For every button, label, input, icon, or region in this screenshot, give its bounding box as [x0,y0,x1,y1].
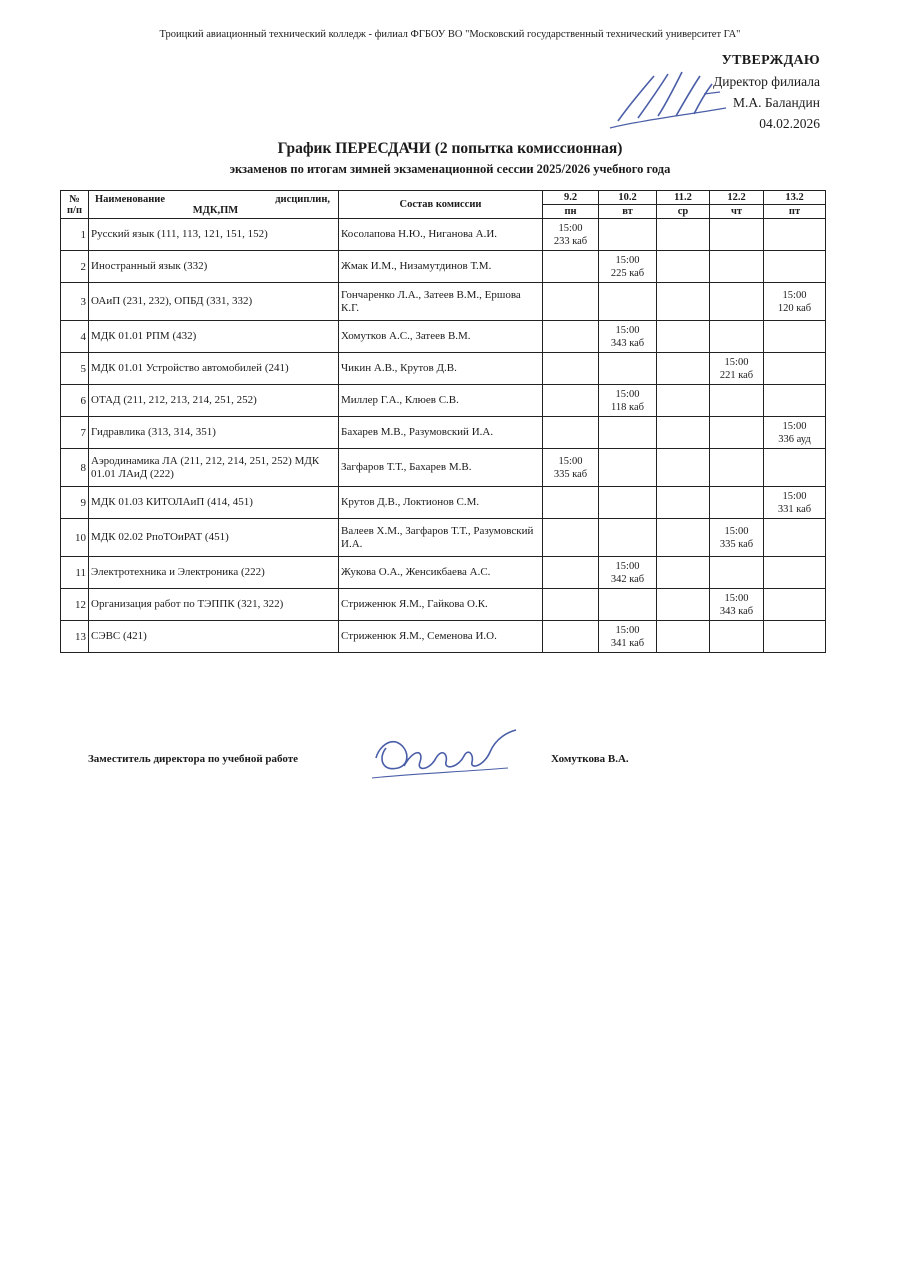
exam-slot-cell [599,589,657,621]
row-number: 1 [61,219,89,251]
discipline-cell: ОТАД (211, 212, 213, 214, 251, 252) [89,385,339,417]
exam-room: 335 каб [553,468,588,480]
exam-slot-cell [764,621,826,653]
commission-cell: Стриженюк Я.М., Гайкова О.К. [339,589,543,621]
exam-slot-cell [657,557,710,589]
exam-schedule-table [60,190,826,653]
header-number: № п/п [61,191,89,219]
exam-slot-cell [543,321,599,353]
commission-cell: Стриженюк Я.М., Семенова И.О. [339,621,543,653]
header-discipline: Наименование дисциплин, МДК,ПМ [89,191,339,219]
document-subtitle: экзаменов по итогам зимней экзаменационной сессии 2025/2026 учебного года [229,162,671,176]
footer-name: Хомуткова В.А. [551,753,629,765]
exam-room: 331 каб [777,503,812,515]
exam-time: 15:00 [782,420,807,432]
exam-slot-cell [710,385,764,417]
exam-slot-cell [599,487,657,519]
footer-position: Заместитель директора по учебной работе [88,753,299,765]
exam-room: 336 ауд [778,433,811,445]
exam-slot-cell [657,589,710,621]
exam-slot-cell [543,449,599,487]
exam-slot-cell [710,353,764,385]
table-row [61,251,826,283]
exam-slot-cell [599,321,657,353]
exam-slot-cell [599,519,657,557]
exam-slot-cell [764,353,826,385]
exam-time: 15:00 [615,324,640,336]
discipline-cell: СЭВС (421) [89,621,339,653]
exam-room: 120 каб [777,302,812,314]
table-row [61,353,826,385]
discipline-cell: МДК 01.03 КИТОЛАиП (414, 451) [89,487,339,519]
commission-cell: Миллер Г.А., Клюев С.В. [339,385,543,417]
exam-slot-cell [657,353,710,385]
row-number: 2 [61,251,89,283]
exam-room: 341 каб [610,637,645,649]
table-row [61,557,826,589]
header-commission: Состав комиссии [339,191,543,219]
header-date: 10.2 [599,191,657,205]
table-row [61,449,826,487]
exam-slot-cell [710,219,764,251]
exam-slot-cell [599,385,657,417]
exam-slot-cell [764,449,826,487]
table-row [61,519,826,557]
exam-slot-cell [764,283,826,321]
exam-slot-cell [710,557,764,589]
exam-slot-cell [657,519,710,557]
discipline-cell: ОАиП (231, 232), ОПБД (331, 332) [89,283,339,321]
exam-slot-cell [543,519,599,557]
table-row [61,417,826,449]
commission-cell: Бахарев М.В., Разумовский И.А. [339,417,543,449]
commission-cell: Крутов Д.В., Локтионов С.М. [339,487,543,519]
row-number: 10 [61,519,89,557]
discipline-cell: Гидравлика (313, 314, 351) [89,417,339,449]
exam-slot-cell [657,385,710,417]
table-row [61,621,826,653]
commission-cell: Валеев Х.М., Загфаров Т.Т., Разумовский И.А. [339,519,543,557]
exam-slot-cell [657,321,710,353]
exam-slot-cell [543,417,599,449]
exam-slot-cell [764,589,826,621]
exam-time: 15:00 [724,592,749,604]
row-number: 7 [61,417,89,449]
row-number: 8 [61,449,89,487]
exam-slot-cell [543,283,599,321]
header-date: 9.2 [543,191,599,205]
exam-time: 15:00 [615,560,640,572]
exam-slot-cell [710,589,764,621]
exam-slot-cell [543,487,599,519]
exam-slot-cell [543,353,599,385]
table-row [61,321,826,353]
exam-time: 15:00 [558,455,583,467]
exam-slot-cell [543,219,599,251]
exam-room: 343 каб [719,605,754,617]
commission-cell: Хомутков А.С., Затеев В.М. [339,321,543,353]
exam-time: 15:00 [615,624,640,636]
header-weekday: вт [599,205,657,219]
exam-slot-cell [657,283,710,321]
row-number: 11 [61,557,89,589]
college-header: Троицкий авиационный технический колледж - филиал ФГБОУ ВО "Московский государственный технический университет ГА" [159,29,741,40]
exam-slot-cell [710,449,764,487]
exam-slot-cell [764,219,826,251]
commission-cell: Жукова О.А., Женсикбаева А.С. [339,557,543,589]
row-number: 6 [61,385,89,417]
exam-slot-cell [710,621,764,653]
exam-slot-cell [657,487,710,519]
exam-slot-cell [764,251,826,283]
exam-slot-cell [543,557,599,589]
exam-time: 15:00 [615,388,640,400]
table-row [61,385,826,417]
exam-slot-cell [599,283,657,321]
exam-slot-cell [543,621,599,653]
exam-slot-cell [599,219,657,251]
exam-room: 233 каб [553,235,588,247]
exam-room: 342 каб [610,573,645,585]
row-number: 4 [61,321,89,353]
approval-position: Директор филиала [713,74,820,89]
table-row [61,283,826,321]
header-date: 13.2 [764,191,826,205]
row-number: 3 [61,283,89,321]
discipline-cell: Организация работ по ТЭППК (321, 322) [89,589,339,621]
discipline-cell: Электротехника и Электроника (222) [89,557,339,589]
exam-time: 15:00 [724,356,749,368]
exam-slot-cell [657,449,710,487]
exam-slot-cell [764,519,826,557]
discipline-cell: Иностранный язык (332) [89,251,339,283]
exam-time: 15:00 [558,222,583,234]
exam-slot-cell [710,487,764,519]
discipline-cell: МДК 01.01 РПМ (432) [89,321,339,353]
header-weekday: пн [543,205,599,219]
exam-slot-cell [599,417,657,449]
exam-time: 15:00 [724,525,749,537]
exam-slot-cell [543,589,599,621]
discipline-cell: МДК 02.02 РпоТОиРАТ (451) [89,519,339,557]
table-row [61,589,826,621]
header-weekday: пт [764,205,826,219]
header-date: 11.2 [657,191,710,205]
exam-slot-cell [543,251,599,283]
exam-slot-cell [599,449,657,487]
discipline-cell: МДК 01.01 Устройство автомобилей (241) [89,353,339,385]
discipline-cell: Русский язык (111, 113, 121, 151, 152) [89,219,339,251]
document-title: График ПЕРЕСДАЧИ (2 попытка комиссионная) [277,140,623,157]
exam-room: 225 каб [610,267,645,279]
exam-slot-cell [710,251,764,283]
header-date: 12.2 [710,191,764,205]
exam-slot-cell [710,519,764,557]
commission-cell: Загфаров Т.Т., Бахарев М.В. [339,449,543,487]
row-number: 5 [61,353,89,385]
header-weekday: чт [710,205,764,219]
approval-title: УТВЕРЖДАЮ [721,53,820,68]
approval-date: 04.02.2026 [759,116,820,131]
exam-room: 118 каб [611,401,644,413]
exam-slot-cell [599,251,657,283]
exam-time: 15:00 [782,490,807,502]
exam-slot-cell [657,417,710,449]
exam-room: 335 каб [719,538,754,550]
commission-cell: Жмак И.М., Низамутдинов Т.М. [339,251,543,283]
exam-time: 15:00 [615,254,640,266]
exam-slot-cell [764,385,826,417]
deputy-signature [368,728,528,788]
exam-slot-cell [764,417,826,449]
exam-slot-cell [710,417,764,449]
table-row [61,487,826,519]
exam-slot-cell [657,251,710,283]
exam-slot-cell [599,557,657,589]
exam-slot-cell [764,321,826,353]
commission-cell: Косолапова Н.Ю., Ниганова А.И. [339,219,543,251]
commission-cell: Чикин А.В., Крутов Д.В. [339,353,543,385]
exam-slot-cell [710,321,764,353]
row-number: 12 [61,589,89,621]
exam-slot-cell [599,353,657,385]
table-row [61,219,826,251]
commission-cell: Гончаренко Л.А., Затеев В.М., Ершова К.Г. [339,283,543,321]
exam-slot-cell [657,621,710,653]
exam-room: 343 каб [610,337,645,349]
exam-time: 15:00 [782,289,807,301]
exam-slot-cell [764,487,826,519]
exam-slot-cell [599,621,657,653]
discipline-cell: Аэродинамика ЛА (211, 212, 214, 251, 252) МДК 01.01 ЛАиД (222) [89,449,339,487]
row-number: 9 [61,487,89,519]
approval-name: М.А. Баландин [732,95,820,110]
exam-slot-cell [710,283,764,321]
exam-slot-cell [657,219,710,251]
exam-slot-cell [543,385,599,417]
row-number: 13 [61,621,89,653]
director-signature [608,66,728,136]
header-weekday: ср [657,205,710,219]
exam-room: 221 каб [719,369,754,381]
exam-slot-cell [764,557,826,589]
